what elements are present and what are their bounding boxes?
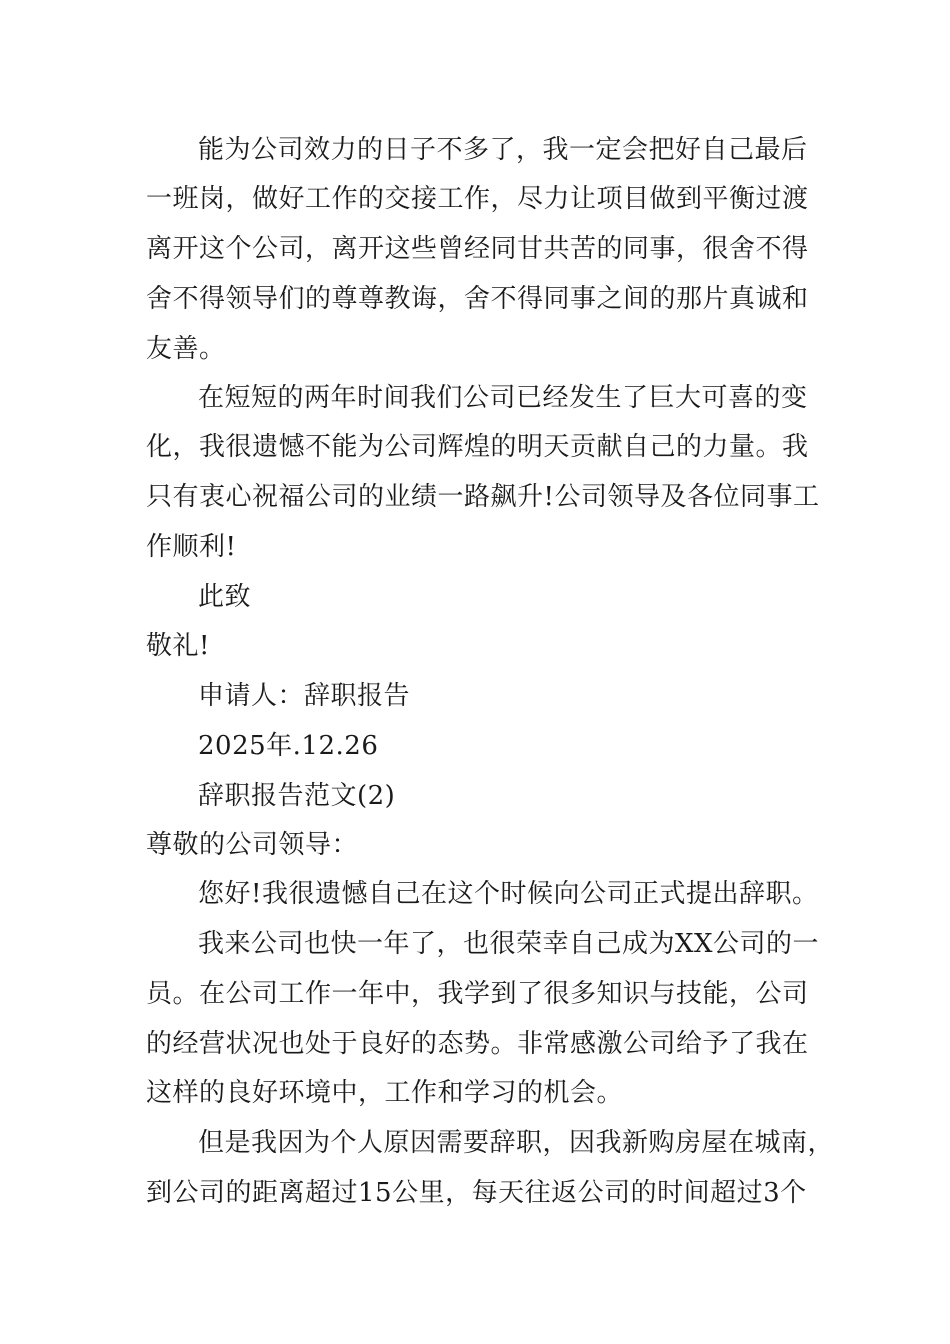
applicant-line: 申请人：辞职报告 — [198, 681, 411, 711]
paragraph-line: 舍不得领导们的尊尊教诲，舍不得同事之间的那片真诚和 — [146, 284, 809, 314]
section-title: 辞职报告范文(2) — [198, 781, 396, 811]
paragraph-line: 化，我很遗憾不能为公司辉煌的明天贡献自己的力量。我 — [146, 432, 809, 462]
greeting-line: 尊敬的公司领导： — [146, 830, 359, 860]
paragraph-line: 到公司的距离超过15公里，每天往返公司的时间超过3个 — [146, 1178, 807, 1208]
paragraph-line: 这样的良好环境中，工作和学习的机会。 — [146, 1078, 624, 1108]
salutation-line: 敬礼! — [146, 631, 210, 661]
paragraph-line: 离开这个公司，离开这些曾经同甘共苦的同事，很舍不得 — [146, 234, 809, 264]
paragraph-line: 您好!我很遗憾自己在这个时候向公司正式提出辞职。 — [198, 879, 819, 909]
closing-line: 此致 — [198, 582, 252, 612]
paragraph-line: 的经营状况也处于良好的态势。非常感激公司给予了我在 — [146, 1029, 809, 1059]
paragraph-line: 我来公司也快一年了，也很荣幸自己成为XX公司的一 — [198, 929, 820, 959]
paragraph-line: 但是我因为个人原因需要辞职，因我新购房屋在城南， — [198, 1128, 835, 1158]
paragraph-line: 一班岗，做好工作的交接工作，尽力让项目做到平衡过渡 — [146, 184, 809, 214]
paragraph-line: 在短短的两年时间我们公司已经发生了巨大可喜的变 — [198, 383, 808, 413]
paragraph-line: 友善。 — [146, 334, 226, 364]
date-line: 2025年.12.26 — [198, 731, 379, 761]
paragraph-line: 作顺利! — [146, 532, 237, 562]
paragraph-line: 员。在公司工作一年中，我学到了很多知识与技能，公司 — [146, 979, 809, 1009]
paragraph-line: 只有衷心祝福公司的业绩一路飙升!公司领导及各位同事工 — [146, 482, 820, 512]
paragraph-line: 能为公司效力的日子不多了，我一定会把好自己最后 — [198, 135, 808, 165]
